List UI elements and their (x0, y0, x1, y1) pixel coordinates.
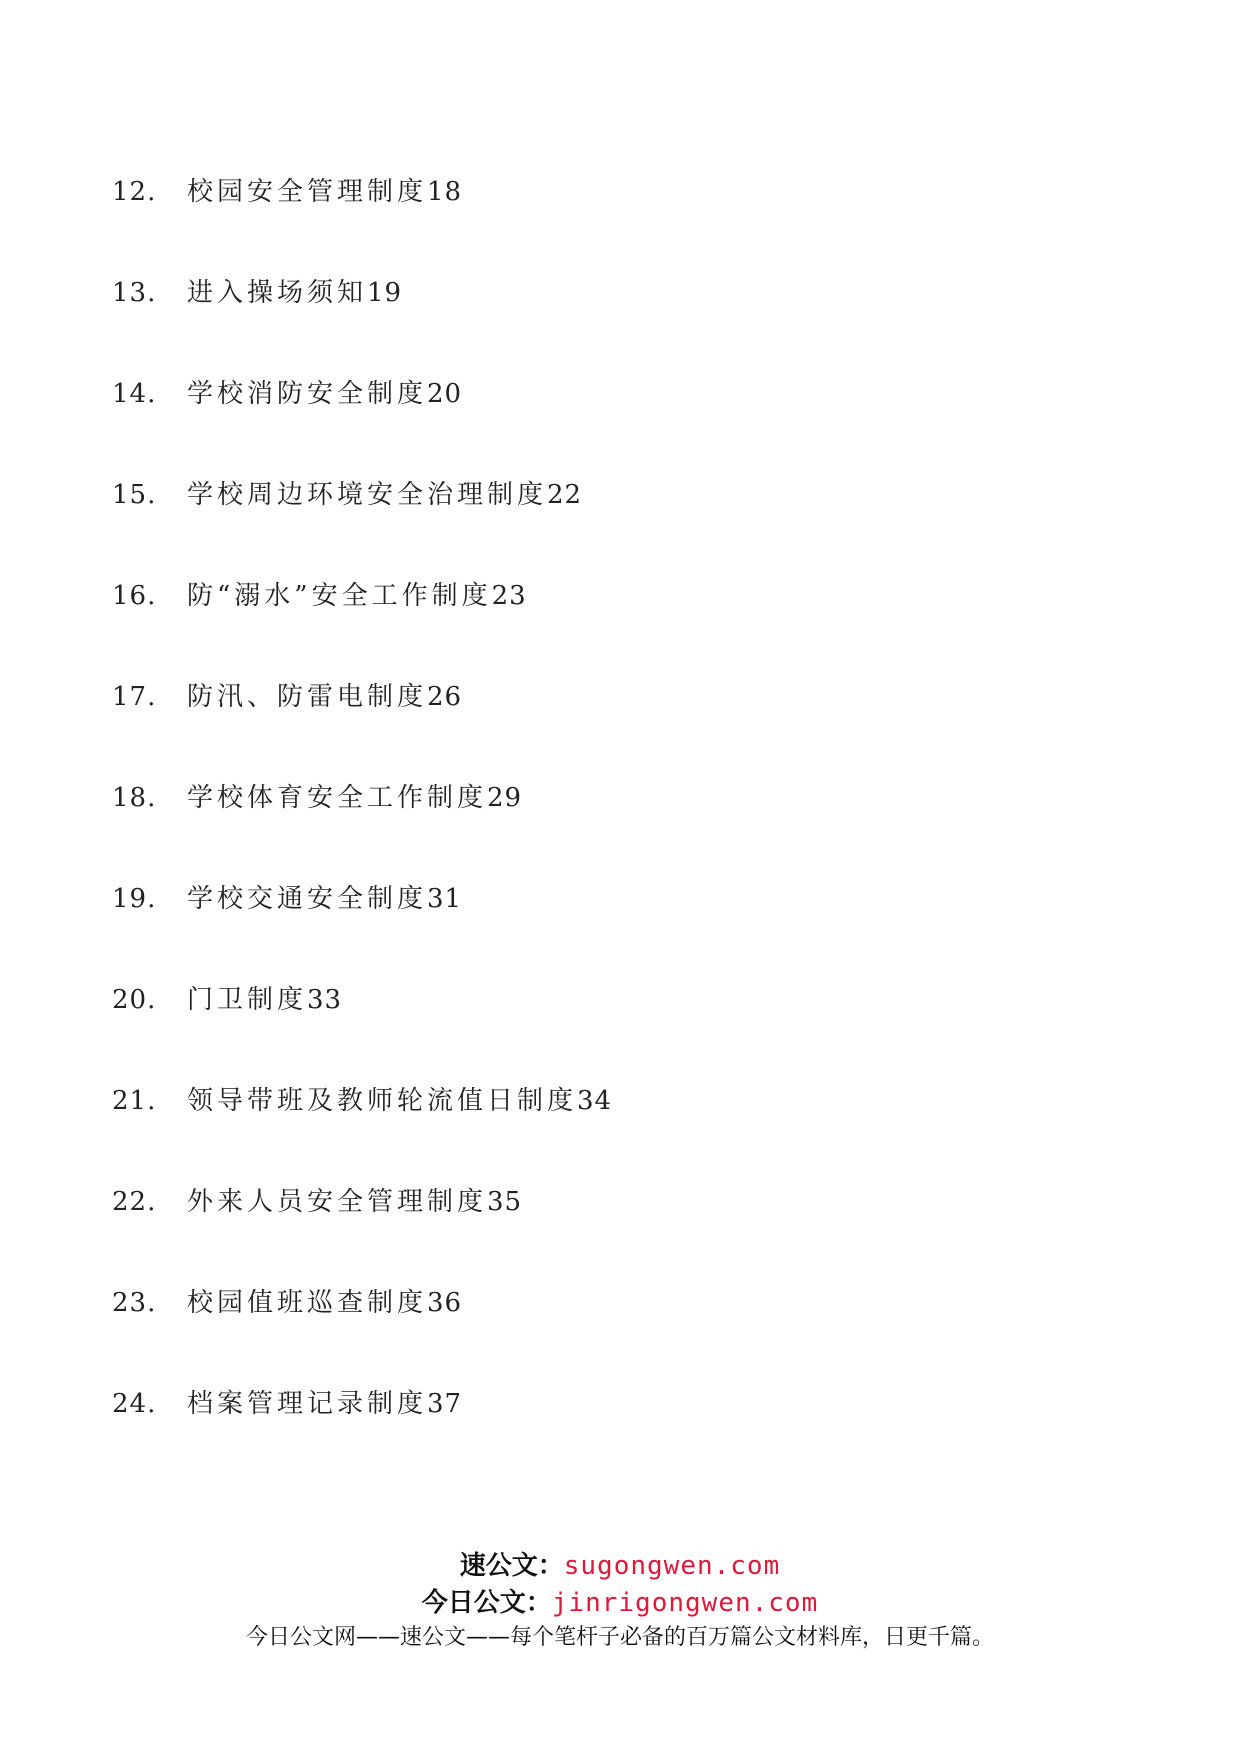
toc-entry[interactable] (0, 1186, 1240, 1287)
toc-entry-page: 29 (487, 783, 523, 813)
footer-sugongwen-link[interactable]: sugongwen.com (563, 1551, 781, 1581)
toc-entry[interactable] (0, 1085, 1240, 1186)
footer-jinrigongwen-label: 今日公文： (421, 1588, 552, 1618)
footer-sugongwen-line (0, 1548, 1240, 1585)
toc-entry-title: 档案管理记录制度 (187, 1389, 428, 1419)
toc-entry[interactable] (0, 1287, 1240, 1388)
toc-entry-number: 16. (112, 581, 157, 611)
toc-entry[interactable] (0, 782, 1240, 883)
toc-entry-page: 37 (427, 1389, 463, 1419)
toc-entry[interactable] (0, 883, 1240, 984)
toc-entry[interactable] (0, 176, 1240, 277)
toc-entry-page: 26 (427, 682, 463, 712)
toc-entry-page: 18 (427, 177, 463, 207)
toc-entry-number: 15. (112, 480, 157, 510)
toc-entry[interactable] (0, 580, 1240, 681)
page-footer (0, 1548, 1240, 1654)
toc-entry-page: 36 (427, 1288, 463, 1318)
toc-entry-title: 外来人员安全管理制度 (187, 1187, 488, 1217)
table-of-contents (0, 176, 1240, 1489)
toc-entry-number: 18. (112, 783, 157, 813)
toc-entry-number: 20. (112, 985, 157, 1015)
toc-entry-title: 领导带班及教师轮流值日制度 (187, 1086, 578, 1116)
toc-entry[interactable] (0, 277, 1240, 378)
toc-entry-title: 防汛、防雷电制度 (187, 682, 428, 712)
toc-entry-page: 35 (487, 1187, 523, 1217)
toc-entry-title: 校园安全管理制度 (187, 177, 428, 207)
toc-entry[interactable] (0, 378, 1240, 479)
toc-entry-number: 23. (112, 1288, 157, 1318)
toc-entry-number: 22. (112, 1187, 157, 1217)
toc-entry-title: 学校周边环境安全治理制度 (187, 480, 548, 510)
toc-entry-number: 12. (112, 177, 157, 207)
toc-entry-title: 门卫制度 (187, 985, 308, 1015)
toc-entry-title: 学校消防安全制度 (187, 379, 428, 409)
toc-entry-number: 14. (112, 379, 157, 409)
toc-entry-number: 17. (112, 682, 157, 712)
toc-entry-page: 23 (491, 581, 527, 611)
toc-entry-page: 33 (307, 985, 343, 1015)
toc-entry-page: 19 (367, 278, 403, 308)
toc-entry-number: 13. (112, 278, 157, 308)
toc-entry[interactable] (0, 1388, 1240, 1489)
toc-entry-number: 21. (112, 1086, 157, 1116)
toc-entry[interactable] (0, 479, 1240, 580)
toc-entry-page: 20 (427, 379, 463, 409)
toc-entry-number: 24. (112, 1389, 157, 1419)
toc-entry[interactable] (0, 984, 1240, 1085)
toc-entry-number: 19. (112, 884, 157, 914)
toc-entry-title: 进入操场须知 (187, 278, 368, 308)
toc-entry-title: 防“溺水”安全工作制度 (187, 581, 492, 611)
footer-sugongwen-label: 速公文： (459, 1551, 564, 1581)
footer-jinrigongwen-line (0, 1585, 1240, 1622)
toc-entry-page: 31 (427, 884, 463, 914)
footer-tagline: 今日公文网——速公文——每个笔杆子必备的百万篇公文材料库，日更千篇。 (245, 1625, 994, 1650)
footer-jinrigongwen-link[interactable]: jinrigongwen.com (551, 1588, 819, 1618)
toc-entry-title: 学校体育安全工作制度 (187, 783, 488, 813)
toc-entry-title: 学校交通安全制度 (187, 884, 428, 914)
toc-entry-page: 22 (547, 480, 583, 510)
toc-entry-page: 34 (577, 1086, 613, 1116)
toc-entry[interactable] (0, 681, 1240, 782)
toc-entry-title: 校园值班巡查制度 (187, 1288, 428, 1318)
